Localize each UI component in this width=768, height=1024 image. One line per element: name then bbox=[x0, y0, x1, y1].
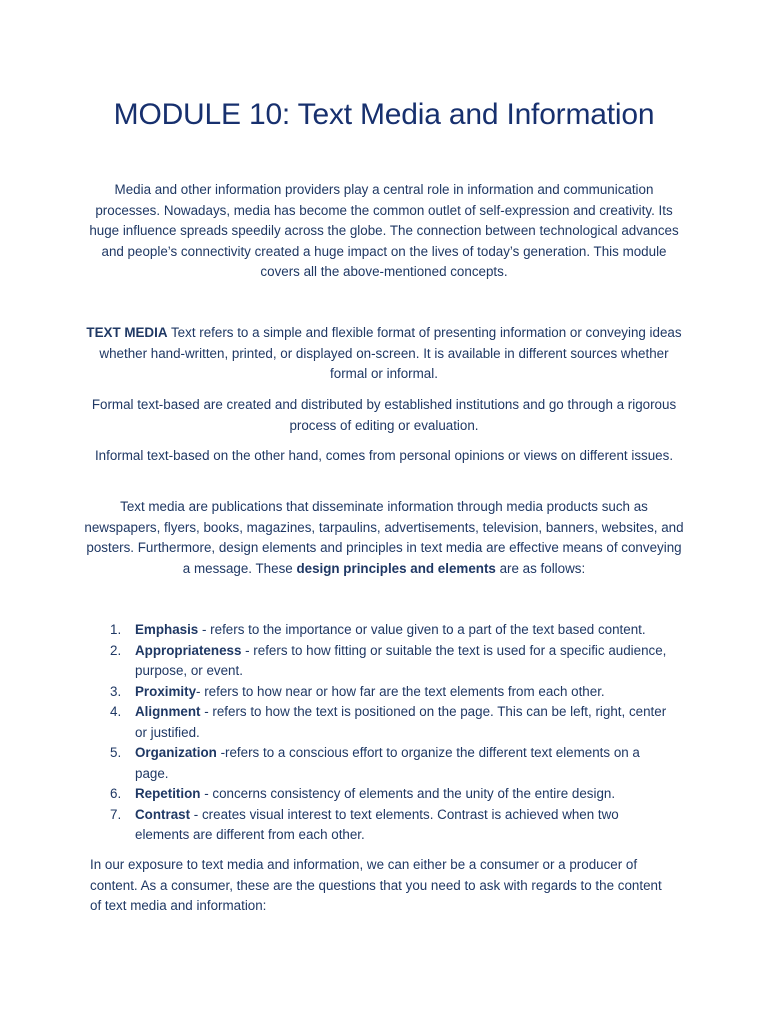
formal-text-paragraph: Formal text-based are created and distributed by established institutions and go through a rigorous process of editing or evaluation. bbox=[91, 397, 677, 433]
list-number: 4. bbox=[110, 704, 122, 719]
text-media-paragraph bbox=[84, 323, 684, 385]
intro-paragraph: Media and other information providers play a central role in information and communication processes. Nowadays, media has become the common outlet of self-expression and creativity. Its huge influence spreads speedily across the globe. The connection between technological advances and people’s connectivity created a huge impact on the lives of today’s generation. This module covers all the above-mentioned concepts. bbox=[89, 182, 679, 279]
principle-description: - concerns consistency of elements and the unity of the entire design. bbox=[200, 786, 616, 801]
list-item bbox=[110, 743, 670, 784]
principle-description: - creates visual interest to text elements. Contrast is achieved when two elements are different from each other. bbox=[135, 806, 619, 842]
page-title: MODULE 10: Text Media and Information bbox=[113, 98, 655, 131]
principle-term: Alignment bbox=[135, 704, 201, 719]
text-media-body: Text refers to a simple and flexible format of presenting information or conveying ideas whether hand-written, printed, or displayed on-screen. It is available in different sources whether formal or informal. bbox=[99, 325, 682, 381]
principle-term: Contrast bbox=[135, 806, 191, 822]
list-number: 5. bbox=[110, 745, 122, 760]
closing-paragraph: In our exposure to text media and information, we can either be a consumer or a producer of content. As a consumer, these are the questions that you need to ask with regards to the content of text media and information: bbox=[90, 857, 662, 913]
design-principles-list bbox=[110, 620, 670, 846]
principle-description: - refers to the importance or value given to a part of the text based content. bbox=[198, 622, 646, 637]
publications-paragraph bbox=[84, 497, 684, 579]
list-item bbox=[110, 682, 670, 703]
publications-text-end: are as follows: bbox=[495, 560, 586, 576]
informal-text-paragraph: Informal text-based on the other hand, comes from personal opinions or views on different issues. bbox=[94, 448, 674, 463]
list-number: 3. bbox=[110, 683, 122, 699]
principle-term: Emphasis bbox=[135, 622, 199, 637]
list-number: 2. bbox=[110, 642, 122, 658]
publications-text: Text media are publications that disseminate information through media products such as newspapers, flyers, books, magazines, tarpaulins, advertisements, television, banners, websites, and posters. Furthermore, design elements and principles in text media are effective means of conveying a message. These bbox=[84, 499, 684, 576]
principle-description: - refers to how the text is positioned on the page. This can be left, right, center or justified. bbox=[135, 704, 667, 740]
list-number: 7. bbox=[110, 806, 122, 822]
list-item bbox=[110, 805, 670, 846]
principle-term: Organization bbox=[135, 745, 217, 760]
list-number: 6. bbox=[110, 786, 122, 801]
principle-term: Appropriateness bbox=[135, 642, 242, 658]
principle-description: - refers to how fitting or suitable the text is used for a specific audience, purpose, or event. bbox=[135, 642, 667, 678]
list-item bbox=[110, 641, 670, 682]
design-principles-emphasis: design principles and elements bbox=[296, 560, 496, 576]
list-item bbox=[110, 620, 670, 641]
principle-term: Proximity bbox=[135, 683, 197, 699]
text-media-heading: TEXT MEDIA bbox=[86, 325, 168, 340]
principle-term: Repetition bbox=[135, 786, 201, 801]
list-number: 1. bbox=[110, 622, 122, 637]
principle-description: -refers to a conscious effort to organize the different text elements on a page. bbox=[135, 745, 640, 781]
list-item bbox=[110, 784, 670, 805]
list-item bbox=[110, 702, 670, 743]
principle-description: - refers to how near or how far are the text elements from each other. bbox=[196, 683, 605, 699]
